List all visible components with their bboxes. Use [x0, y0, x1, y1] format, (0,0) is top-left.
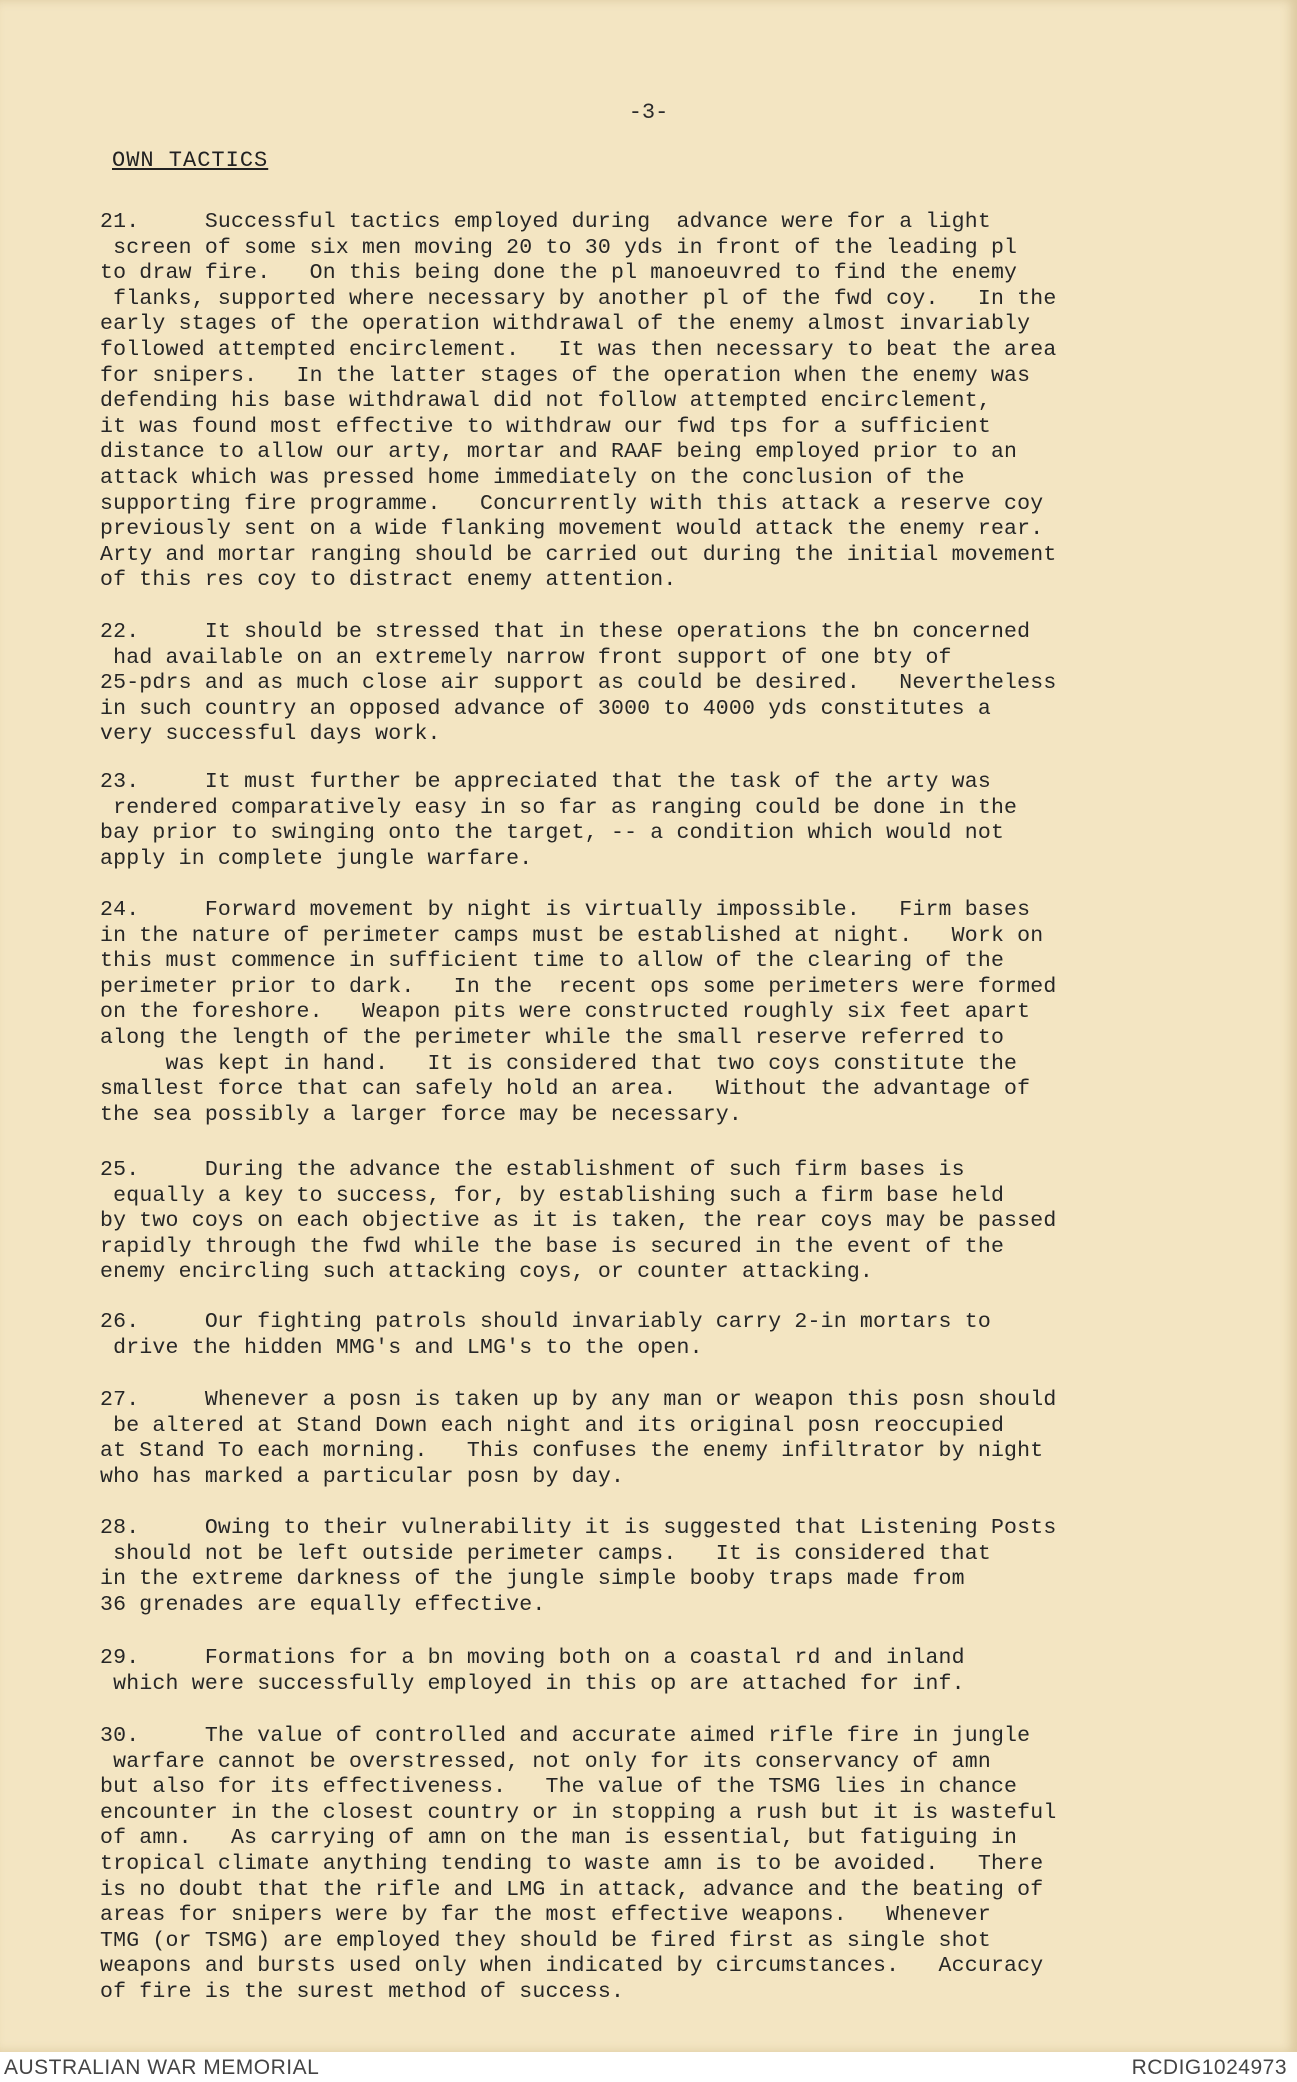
section-heading: OWN TACTICS	[112, 148, 269, 173]
paragraph-text: Successful tactics employed during advance were for a light screen of some six men moving 20 to 30 yds in front of the leading pl to draw fire. On this being done the pl manoeuvred to find the enemy flanks, supported where necessary by another pl of the fwd coy. In the early stages of the operation withdrawal of the enemy almost invariably followed attempted encirclement. It was then necessary to beat the area for snipers. In the latter stages of the operation when the enemy was defending his base withdrawal did not follow attempted encirclement, it was found most effective to withdraw our fwd tps for a sufficient distance to allow our arty, mortar and RAAF being employed prior to an attack which was pressed home immediately on the conclusion of the supporting fire programme. Concurrently with this attack a reserve coy previously sent on a wide flanking movement would attack the enemy rear. Arty and mortar ranging should be carried out during the initial movement of this res coy to distract enemy attention.	[100, 210, 1057, 593]
paragraph-23	[100, 770, 1240, 872]
archive-footer	[0, 2052, 1297, 2082]
paragraph-26	[100, 1310, 1240, 1361]
paragraph-27	[100, 1388, 1240, 1490]
archive-id: RCDIG1024973	[1131, 2056, 1287, 2079]
paragraph-25	[100, 1158, 1240, 1286]
paragraph-21	[100, 210, 1240, 594]
paragraph-24	[100, 898, 1240, 1128]
paragraph-text: Whenever a posn is taken up by any man or weapon this posn should be altered at Stand Down each night and its original posn reoccupied at Stand To each morning. This confuses the enemy infiltrator by night who has marked a particular posn by day.	[100, 1388, 1057, 1489]
paragraph-28	[100, 1516, 1240, 1618]
paragraph-number: 21.	[100, 210, 140, 234]
paragraph-number: 26.	[100, 1310, 140, 1334]
paragraph-number: 25.	[100, 1158, 140, 1182]
paragraph-text: Formations for a bn moving both on a coastal rd and inland which were successfully employed in this op are attached for inf.	[113, 1646, 965, 1696]
paragraph-text: Owing to their vulnerability it is suggested that Listening Posts should not be left outside perimeter camps. It is considered that in the extreme darkness of the jungle simple booby traps made from 36 grenades are equally effective.	[100, 1516, 1057, 1617]
paragraph-text: During the advance the establishment of such firm bases is equally a key to success, for, by establishing such a firm base held by two coys on each objective as it is taken, the rear coys may be passed rapidly through the fwd while the base is secured in the event of the enemy encircling such attacking coys, or counter attacking.	[100, 1158, 1057, 1285]
page-number: -3-	[628, 100, 669, 125]
paragraph-number: 30.	[100, 1724, 140, 1748]
paragraph-29	[100, 1646, 1240, 1697]
paragraph-text: Forward movement by night is virtually impossible. Firm bases in the nature of perimeter camps must be established at night. Work on this must commence in sufficient time to allow of the clearing of the perimeter prior to dark. In the recent ops some perimeters were formed on the foreshore. Weapon pits were constructed roughly six feet apart along the length of the perimeter while the small reserve referred to was kept in hand. It is considered that two coys constitute the smallest force that can safely hold an area. Without the advantage of the sea possibly a larger force may be necessary.	[100, 898, 1057, 1127]
paragraph-text: The value of controlled and accurate aimed rifle fire in jungle warfare cannot be overstressed, not only for its conservancy of amn but also for its effectiveness. The value of the TSMG lies in chance encounter in the closest country or in stopping a rush but it is wasteful of amn. As carrying of amn on the man is essential, but fatiguing in tropical climate anything tending to waste amn is to be avoided. There is no doubt that the rifle and LMG in attack, advance and the beating of areas for snipers were by far the most effective weapons. Whenever TMG (or TSMG) are employed they should be fired first as single shot weapons and bursts used only when indicated by circumstances. Accuracy of fire is the surest method of success.	[100, 1724, 1057, 2004]
paragraph-number: 24.	[100, 898, 140, 922]
paragraph-text: It must further be appreciated that the task of the arty was rendered comparatively easy in so far as ranging could be done in the bay prior to swinging onto the target, -- a condition which would not apply in complete jungle warfare.	[100, 770, 1018, 871]
paragraph-number: 28.	[100, 1516, 140, 1540]
paragraph-number: 23.	[100, 770, 140, 794]
paragraph-22	[100, 620, 1240, 748]
paragraph-number: 22.	[100, 620, 140, 644]
paragraph-number: 27.	[100, 1388, 140, 1412]
paragraph-text: It should be stressed that in these operations the bn concerned had available on an extremely narrow front support of one bty of 25-pdrs and as much close air support as could be desired. Nevertheless in such country an opposed advance of 3000 to 4000 yds constitutes a very successful days work.	[100, 620, 1057, 747]
paragraph-text: Our fighting patrols should invariably carry 2-in mortars to drive the hidden MMG's and LMG's to the open.	[113, 1310, 991, 1360]
paragraph-number: 29.	[100, 1646, 140, 1670]
archive-name: AUSTRALIAN WAR MEMORIAL	[4, 2056, 320, 2079]
paragraph-30	[100, 1724, 1240, 2006]
